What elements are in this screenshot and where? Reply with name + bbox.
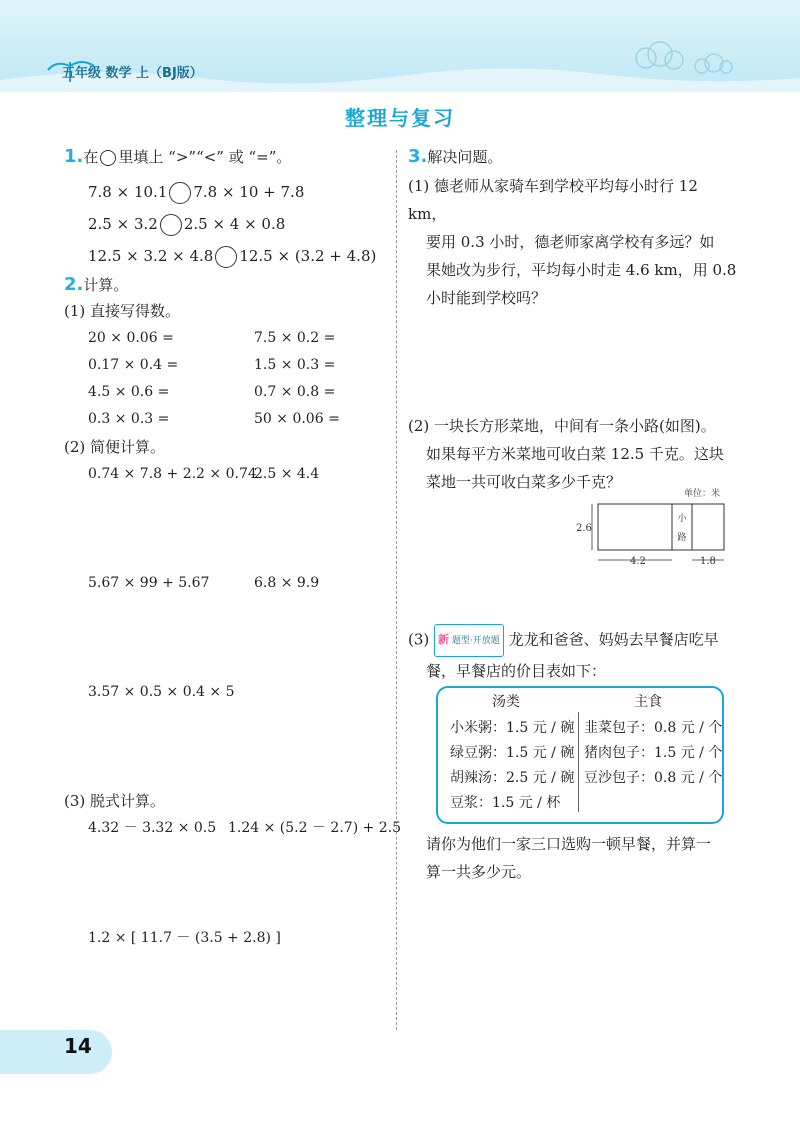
q1-item-left: 7.8 × 10.1 bbox=[88, 183, 168, 201]
q3-sub2-line: 如果每平方米菜地可收白菜 12.5 千克。这块 bbox=[426, 445, 724, 463]
q2-part2-label: (2) 简便计算。 bbox=[64, 438, 166, 456]
stepwise-item: 1.2 × [ 11.7 － (3.5 + 2.8) ] bbox=[88, 930, 281, 946]
q1-number: 1. bbox=[64, 146, 84, 167]
diagram-unit-label: 单位：米 bbox=[684, 489, 721, 499]
compare-circle[interactable] bbox=[215, 246, 237, 268]
q1-item-right: 12.5 × (3.2 + 4.8) bbox=[239, 247, 377, 265]
road-label-1: 小 bbox=[677, 514, 687, 524]
menu-header-main: 主食 bbox=[634, 694, 662, 710]
q3-sub1-line: 果她改为步行，平均每小时走 4.6 km，用 0.8 bbox=[426, 261, 737, 279]
q3-heading bbox=[408, 146, 502, 168]
road-label-2: 路 bbox=[677, 533, 687, 543]
simplify-item: 3.57 × 0.5 × 0.4 × 5 bbox=[88, 684, 235, 700]
q1-item-3 bbox=[88, 246, 376, 268]
column-divider bbox=[396, 150, 397, 1030]
oral-calc-item: 1.5 × 0.3 = bbox=[254, 357, 336, 373]
stepwise-item: 1.24 × (5.2 － 2.7) + 2.5 bbox=[228, 820, 402, 836]
q1-item-1 bbox=[88, 182, 304, 204]
q3-sub2-line: (2) 一块长方形菜地，中间有一条小路(如图)。 bbox=[408, 417, 716, 435]
q3-prompt: 解决问题。 bbox=[427, 148, 503, 166]
simplify-item: 2.5 × 4.4 bbox=[254, 466, 320, 482]
page-number: 14 bbox=[64, 1034, 92, 1058]
q2-number: 2. bbox=[64, 274, 84, 295]
left-width-label: 4.2 bbox=[630, 556, 646, 567]
cloud-decoration-icon bbox=[622, 36, 742, 80]
menu-main-item: 猪肉包子：1.5 元 / 个 bbox=[584, 745, 723, 761]
q2-prompt: 计算。 bbox=[83, 276, 129, 294]
q1-item-left: 2.5 × 3.2 bbox=[88, 215, 158, 233]
menu-divider bbox=[578, 712, 579, 812]
oral-calc-item: 20 × 0.06 = bbox=[88, 330, 174, 346]
q3-sub3-label: (3) bbox=[408, 630, 430, 649]
field-rectangle bbox=[598, 504, 724, 550]
stepwise-item: 4.32 － 3.32 × 0.5 bbox=[88, 820, 217, 836]
section-title: 整理与复习 bbox=[345, 106, 455, 130]
q1-heading bbox=[64, 146, 291, 168]
circle-placeholder-icon bbox=[100, 150, 116, 166]
badge-new: 新 bbox=[438, 633, 450, 646]
height-label: 2.6 bbox=[576, 523, 592, 534]
simplify-item: 0.74 × 7.8 + 2.2 × 0.74 bbox=[88, 466, 257, 482]
menu-soup-item: 胡辣汤：2.5 元 / 碗 bbox=[450, 770, 575, 786]
compare-circle[interactable] bbox=[160, 214, 182, 236]
q3-sub3-after bbox=[426, 830, 746, 886]
header-title: 五年级 数学 上（BJ版） bbox=[62, 66, 203, 81]
q3-sub3-line1 bbox=[408, 624, 748, 657]
compare-circle[interactable] bbox=[169, 182, 191, 204]
menu-soup-item: 绿豆粥：1.5 元 / 碗 bbox=[450, 745, 575, 761]
menu-soup-item: 小米粥：1.5 元 / 碗 bbox=[450, 720, 575, 736]
oral-calc-item: 0.17 × 0.4 = bbox=[88, 357, 179, 373]
q3-number: 3. bbox=[408, 146, 428, 167]
simplify-item: 5.67 × 99 + 5.67 bbox=[88, 575, 210, 591]
menu-soup-item: 豆浆：1.5 元 / 杯 bbox=[450, 795, 561, 811]
new-question-badge bbox=[434, 624, 504, 657]
q3-sub2-line: 菜地一共可收白菜多少千克？ bbox=[426, 473, 622, 491]
q3-sub3 bbox=[408, 624, 748, 685]
q3-sub3-text: 龙龙和爸爸、妈妈去早餐店吃早 bbox=[508, 630, 719, 649]
menu-main-item: 韭菜包子：0.8 元 / 个 bbox=[584, 720, 723, 736]
q3-sub3-after-line: 请你为他们一家三口选购一顿早餐，并算一 bbox=[426, 835, 712, 853]
q3-sub1-line: (1) 德老师从家骑车到学校平均每小时行 12 km， bbox=[408, 177, 698, 223]
q1-item-left: 12.5 × 3.2 × 4.8 bbox=[88, 247, 214, 265]
q1-item-2 bbox=[88, 214, 285, 236]
q3-sub3-text: 餐，早餐店的价目表如下： bbox=[426, 662, 607, 680]
oral-calc-item: 4.5 × 0.6 = bbox=[88, 384, 170, 400]
menu-main-item: 豆沙包子：0.8 元 / 个 bbox=[584, 770, 723, 786]
q3-sub3-after-line: 算一共多少元。 bbox=[426, 863, 532, 881]
oral-calc-item: 7.5 × 0.2 = bbox=[254, 330, 336, 346]
q3-sub1 bbox=[408, 172, 738, 312]
simplify-item: 6.8 × 9.9 bbox=[254, 575, 320, 591]
field-diagram bbox=[576, 484, 736, 570]
page-number-tab bbox=[0, 1030, 112, 1074]
road-strip bbox=[672, 504, 692, 550]
q3-sub1-line: 要用 0.3 小时，德老师家离学校有多远？如 bbox=[426, 233, 715, 251]
badge-text: 题型·开放题 bbox=[451, 636, 500, 646]
q2-part3-label: (3) 脱式计算。 bbox=[64, 792, 166, 810]
q1-item-right: 7.8 × 10 + 7.8 bbox=[193, 183, 305, 201]
q3-sub1-line: 小时能到学校吗？ bbox=[426, 289, 547, 307]
q1-prompt-b: 里填上 “>”“<” 或 “=”。 bbox=[118, 148, 292, 166]
q1-item-right: 2.5 × 4 × 0.8 bbox=[183, 215, 286, 233]
q2-heading bbox=[64, 274, 128, 296]
oral-calc-item: 0.3 × 0.3 = bbox=[88, 411, 170, 427]
q2-part1-label: (1) 直接写得数。 bbox=[64, 302, 181, 320]
right-width-label: 1.8 bbox=[700, 556, 716, 567]
oral-calc-item: 50 × 0.06 = bbox=[254, 411, 340, 427]
oral-calc-item: 0.7 × 0.8 = bbox=[254, 384, 336, 400]
q1-prompt-a: 在 bbox=[83, 148, 99, 166]
menu-header-soup: 汤类 bbox=[492, 694, 520, 710]
